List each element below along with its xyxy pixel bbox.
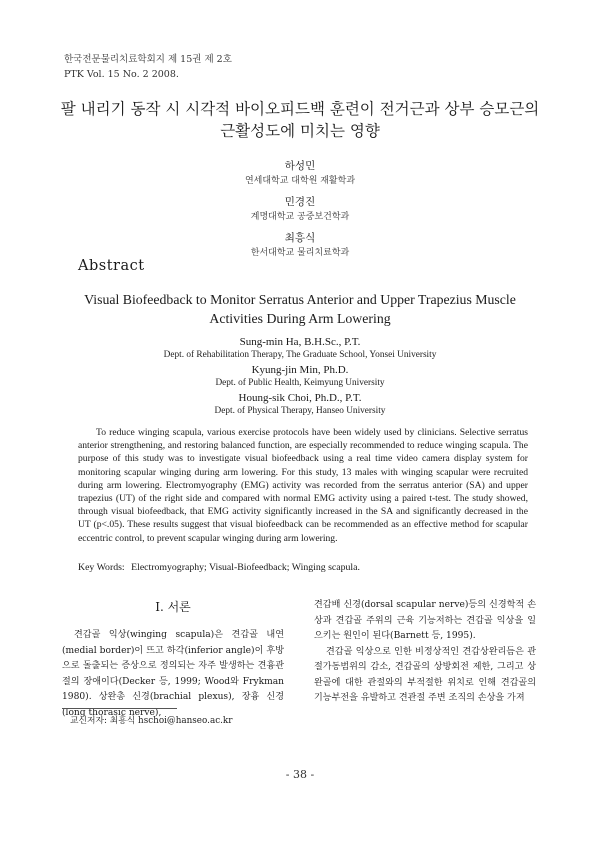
- author-ko-affiliation: 계명대학교 공중보건학과: [250, 212, 350, 222]
- keywords-label: Key Words:: [78, 562, 125, 573]
- title-korean: [40, 98, 560, 142]
- author-en-name: Sung-min Ha, B.H.Sc., P.T.: [239, 336, 361, 348]
- author-ko-affiliation: 연세대학교 대학원 재활학과: [244, 176, 356, 186]
- author-en-affiliation: Dept. of Physical Therapy, Hanseo University: [214, 406, 386, 416]
- journal-name-ko: 한국전문물리치료학회지 제 15권 제 2호: [64, 54, 232, 65]
- title-en-line-1: Visual Biofeedback to Monitor Serratus Anterior and Upper Trapezius Muscle: [84, 292, 516, 307]
- author-en-affiliation: Dept. of Public Health, Keimyung University: [215, 378, 385, 388]
- intro-paragraph-continued: 견갑배 신경(dorsal scapular nerve)등의 신경학적 손상과 견갑골 주위의 근육 기능저하는 견갑골 익상을 일으키는 원인이 된다(Barnett 등, 1995).: [314, 600, 536, 641]
- author-en-name: Houng-sik Choi, Ph.D., P.T.: [238, 392, 362, 404]
- intro-paragraph: 견갑골 익상(winging scapula)은 견갑골 내연(medial border)이 뜨고 하각(inferior angle)이 후방으로 돌출되는 증상으로 정의되는 자주 발생하는 견흉관절의 장애이다(Decker 등, 1999; Wood와 Frykman 1980). 상완총 신경(brachial plexus), 장흉 신경(long thorasic nerve),: [62, 630, 284, 718]
- keywords-value: Electromyography; Visual-Biofeedback; Winging scapula.: [131, 562, 360, 573]
- intro-paragraph: 견갑골 익상으로 인한 비정상적인 견갑상완리듬은 관절가동범위의 감소, 견갑골의 상방회전 제한, 그리고 상완골에 대한 관절와의 부적절한 위치로 인해 견갑골의 기능부전을 유발하고 견관절 주변 조직의 손상을 가져: [314, 646, 536, 703]
- author-en-affiliation: Dept. of Rehabilitation Therapy, The Graduate School, Yonsei University: [163, 350, 437, 360]
- title-en-line-2: Activities During Arm Lowering: [209, 311, 391, 326]
- title-english: [60, 290, 540, 328]
- journal-header: [64, 52, 232, 82]
- title-ko-line-2: 근활성도에 미치는 영향: [220, 122, 380, 140]
- body-column-right: [314, 598, 536, 707]
- page-number: - 38 -: [285, 768, 315, 781]
- author-ko-name: 하성민: [284, 160, 316, 172]
- abstract-body: To reduce winging scapula, various exercise protocols have been widely used by clinicians. Selective serratus anterior strengthening, and restoring balanced function, are especially recommended to reduce winging scapula. The purpose of this study was to investigate visual biofeedback using a real time video camera display system for monitoring scapular winging during arm lowering. For this study, 13 males with winging scapular were recruited during arm lowering. Electromyography (EMG) activity was recorded from the serratus anterior (SA) and upper trapezius (UT) of the right side and compared with normal EMG activity using a paired t-test. The study showed, through visual biofeedback, that EMG activity significantly increased in the SA and significantly decreased in the UT (p<.05). These results suggest that visual biofeedback can be recommended as an effective method for scapular eccentric control, to prevent scapular winging during arm lowering.: [78, 427, 528, 544]
- footnote-divider: [62, 708, 177, 709]
- author-ko-affiliation: 한서대학교 물리치료학과: [250, 248, 350, 258]
- corresponding-author-footnote: 교신저자: 최흥식 hschoi@hanseo.ac.kr: [70, 716, 233, 726]
- authors-korean: [100, 155, 500, 267]
- section-heading-introduction: Ⅰ. 서론: [155, 600, 191, 614]
- authors-english: [80, 334, 520, 418]
- journal-volume: PTK Vol. 15 No. 2 2008.: [64, 69, 179, 80]
- keywords: [78, 562, 528, 573]
- author-ko-name: 최흥식: [284, 232, 316, 244]
- abstract-heading: Abstract: [78, 258, 145, 274]
- title-ko-line-1: 팔 내리기 동작 시 시각적 바이오피드백 훈련이 전거근과 상부 승모근의: [60, 100, 540, 118]
- author-ko-name: 민경진: [284, 196, 316, 208]
- author-en-name: Kyung-jin Min, Ph.D.: [251, 364, 349, 376]
